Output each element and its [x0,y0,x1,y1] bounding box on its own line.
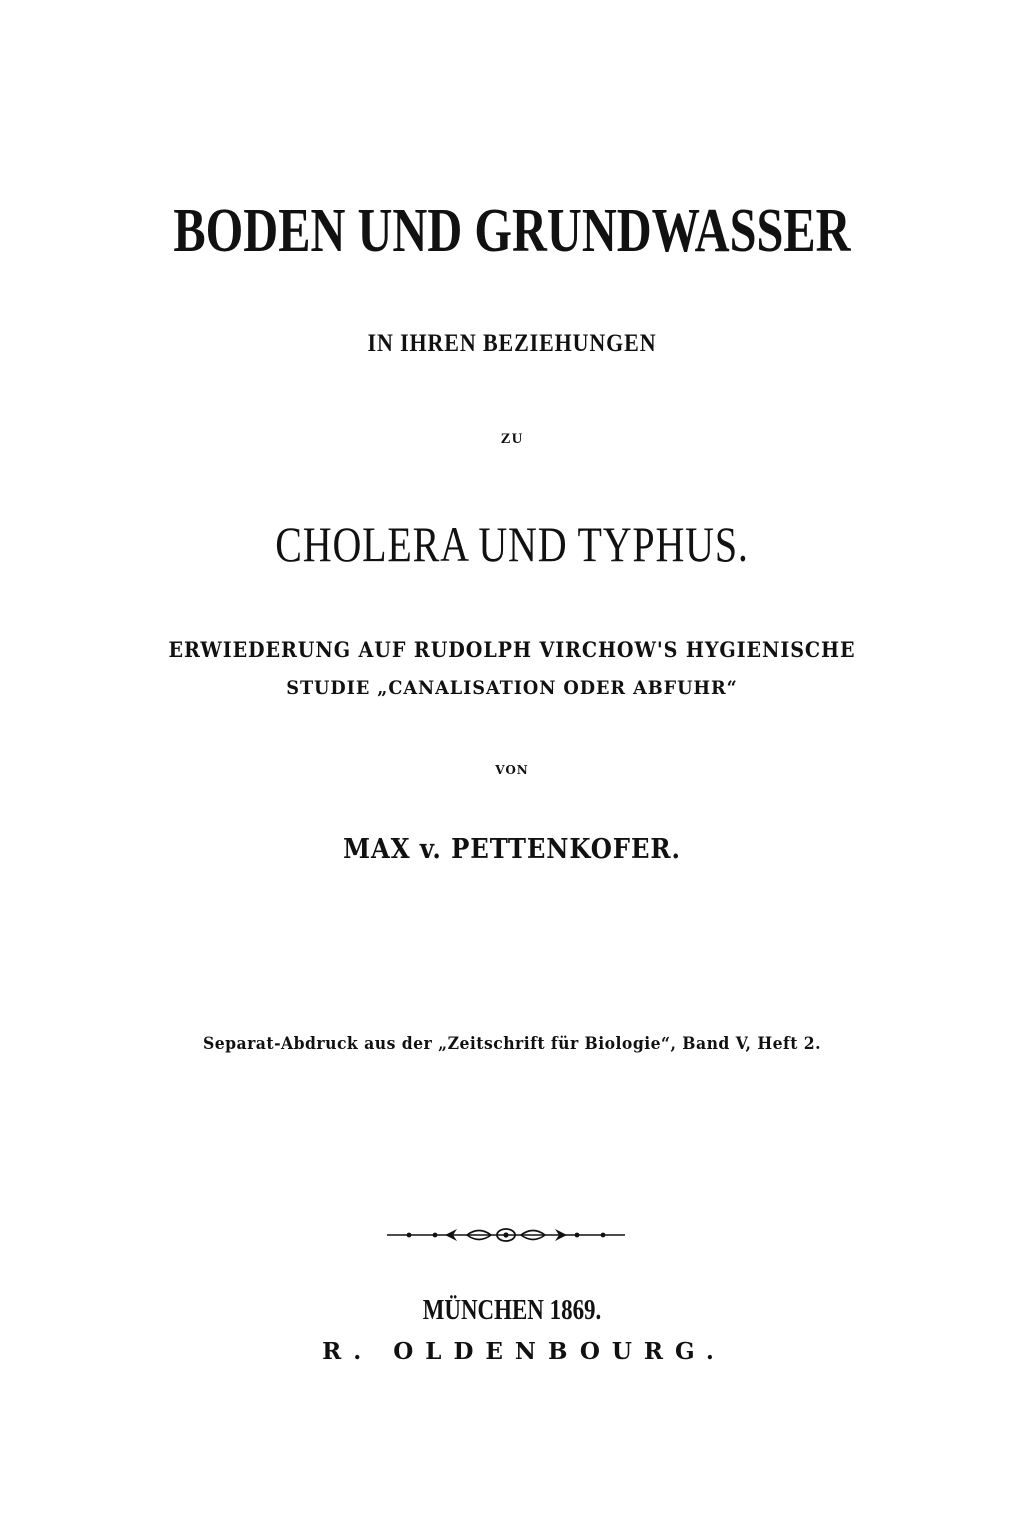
printers-ornament-icon [383,1222,629,1248]
author-name: MAX v. PETTENKOFER. [343,834,681,865]
publisher-name: R. OLDENBOURG. [322,1338,726,1365]
subtitle-line-2: STUDIE „CANALISATION ODER ABFUHR“ [286,677,738,699]
subject-title: CHOLERA UND TYPHUS. [275,516,749,572]
reprint-note: Separat-Abdruck aus der „Zeitschrift für Biologie“, Band V, Heft 2. [202,1034,822,1054]
relation-line: IN IHREN BEZIEHUNGEN [367,330,657,357]
byline-von: VON [495,763,529,777]
main-title: BODEN UND GRUNDWASSER [173,197,851,265]
place-year: MÜNCHEN 1869. [422,1295,602,1326]
connector-word: ZU [500,431,524,447]
subtitle-line-1: ERWIEDERUNG AUF RUDOLPH VIRCHOW'S HYGIENISCHE [168,637,856,662]
